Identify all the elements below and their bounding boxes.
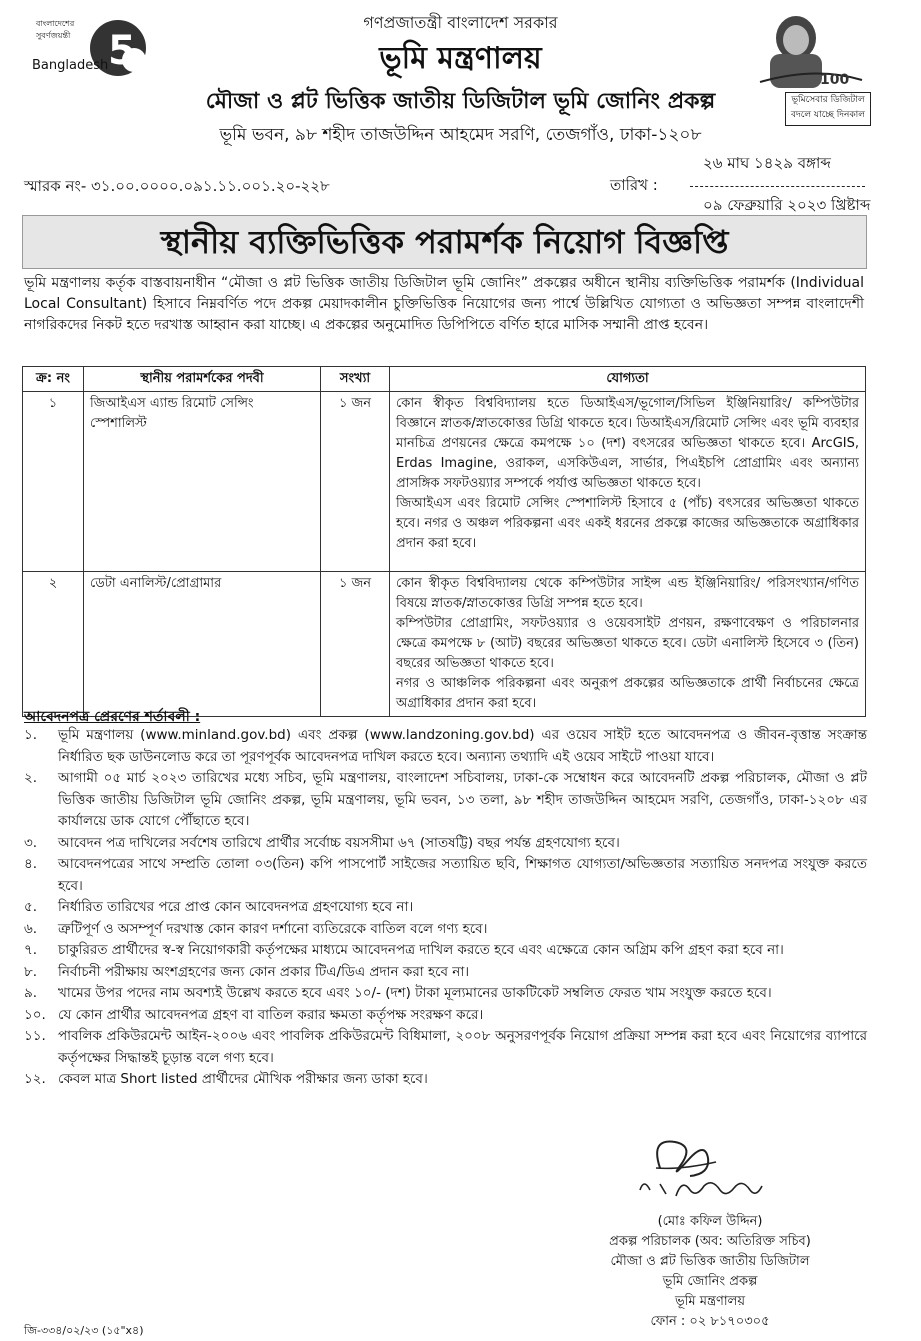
row-count: ১ জন <box>321 572 390 717</box>
posts-table <box>22 366 866 717</box>
row-qualification <box>390 392 866 572</box>
condition-number: ৪. <box>24 856 38 872</box>
condition-number: ১২. <box>24 1071 46 1087</box>
condition-text: ত্রুটিপূর্ণ ও অসম্পূর্ণ দরখাস্ত কোন কারণ দর্শানো ব্যতিরেকে বাতিল বলে গণ্য হবে। <box>58 920 488 937</box>
table-row <box>23 392 866 572</box>
condition-number: ৩. <box>24 834 38 851</box>
condition-text: নির্ধারিত তারিখের পরে প্রাপ্ত কোন আবেদনপত্র গ্রহণযোগ্য হবে না। <box>58 899 414 915</box>
svg-text:বাংলাদেশের: বাংলাদেশের <box>36 19 75 28</box>
svg-text:100: 100 <box>820 72 850 88</box>
row-count: ১ জন <box>321 392 390 572</box>
row-qualification <box>390 572 866 717</box>
header-qualification: যোগ্যতা <box>390 367 866 392</box>
list-item <box>24 1069 867 1091</box>
list-item <box>24 1005 867 1027</box>
header-serial: ক্র: নং <box>23 367 84 392</box>
handwritten-signature <box>620 1128 780 1208</box>
condition-text: পাবলিক প্রকিউরমেন্ট আইন-২০০৬ এবং পাবলিক প্রকিউরমেন্ট বিধিমালা, ২০০৮ অনুসরণপূর্বক নিয়োগ প্রক্রিয়া সম্পন্ন করা হবে এবং নিয়োগের ব্যাপারে কর্তৃপক্ষের সিদ্ধান্তই চূড়ান্ত বলে গণ্য হবে। <box>58 1028 867 1066</box>
header-count: সংখ্যা <box>321 367 390 392</box>
signatory-name: (মোঃ কফিল উদ্দিন) <box>657 1214 763 1229</box>
conditions-list <box>24 725 867 1091</box>
slogan-line-2: বদলে যাচ্ছে দিনকাল <box>791 110 865 120</box>
signatory-org: ভূমি জোনিং প্রকল্প <box>662 1274 758 1289</box>
signatory-phone: ফোন : ০২ ৮১৭০৩০৫ <box>650 1314 770 1329</box>
condition-text: কেবল মাত্র Short listed প্রার্থীদের মৌখিক পরীক্ষার জন্য ডাকা হবে। <box>58 1071 428 1087</box>
date-label: তারিখ : <box>610 176 658 194</box>
row-post-title: জিআইএস এ্যান্ড রিমোট সেন্সিং স্পেশালিস্ট <box>84 392 321 572</box>
intro-paragraph: ভূমি মন্ত্রণালয় কর্তৃক বাস্তবায়নাধীন “মৌজা ও প্লট ভিত্তিক জাতীয় ডিজিটাল ভূমি জোনিং” প্রকল্পের অধীনে স্থানীয় ব্যক্তিভিত্তিক পরামর্শক (Individual Local Consultant) হিসাবে নিম্নবর্ণিত পদে প্রকল্প মেয়াদকালীন চুক্তিভিত্তিক নিয়োগের জন্য পার্শ্বে উল্লিখিত যোগ্যতা ও অভিজ্ঞতা সম্পন্ন বাংলাদেশী নাগরিকদের নিকট হতে দরখাস্ত আহ্বান করা যাচ্ছে। এ প্রকল্পের অনুমোদিত ডিপিপিতে বর্ণিত হারে মাসিক সম্মানী প্রাপ্ত হবেন। <box>24 275 864 333</box>
list-item <box>24 919 867 941</box>
slogan-line-1: ভূমিসেবার ডিজিটাল <box>791 95 865 105</box>
notice-title-band <box>22 215 867 269</box>
list-item <box>24 897 867 919</box>
notice-title: স্থানীয় ব্যক্তিভিত্তিক পরামর্শক নিয়োগ বিজ্ঞপ্তি <box>160 223 729 261</box>
signatory-designation: প্রকল্প পরিচালক (অব: অতিরিক্ত সচিব) <box>609 1234 811 1249</box>
condition-text: আগামী ০৫ মার্চ ২০২৩ তারিখের মধ্যে সচিব, ভূমি মন্ত্রণালয়, বাংলাদেশ সচিবালয়, ঢাকা-কে সম্বোধন করে আবেদনটি প্রকল্প পরিচালক, মৌজা ও প্লট ভিত্তিক জাতীয় ডিজিটাল ভূমি জোনিং প্রকল্প, ভূমি মন্ত্রণালয়, ভূমি ভবন, ১৩ তলা, ৯৮ শহীদ তাজউদ্দিন আহমেদ সরণি, তেজগাঁও, ঢাকা-১২০৮ এর কার্যালয়ে ডাক যোগে পৌঁছাতে হবে। <box>58 770 867 829</box>
date-bangla: ২৬ মাঘ ১৪২৯ বঙ্গাব্দ <box>703 154 831 172</box>
condition-number: ১. <box>24 727 38 743</box>
condition-text: চাকুরিরত প্রার্থীদের স্ব-স্ব নিয়োগকারী কর্তৃপক্ষের মাধ্যমে আবেদনপত্র দাখিল করতে হবে এবং এক্ষেত্রে কোন অগ্রিম কপি গ্রহণ করা হবে না। <box>58 942 784 958</box>
slogan-box <box>785 92 871 126</box>
government-name: গণপ্রজাতন্ত্রী বাংলাদেশ সরকার <box>363 13 558 32</box>
list-item <box>24 854 867 897</box>
list-item <box>24 725 867 768</box>
condition-number: ৭. <box>24 942 38 958</box>
list-item <box>24 1026 867 1069</box>
row-serial: ২ <box>23 572 84 717</box>
table-header-row <box>23 367 866 392</box>
qualification-text: জিআইএস এবং রিমোট সেন্সিং স্পেশালিস্ট হিসাবে ৫ (পাঁচ) বৎসরের অভিজ্ঞতা থাকতে হবে। নগর ও অঞ্চল পরিকল্পনা এবং একই ধরনের প্রকল্পে কাজের অভিজ্ঞতাকে অগ্রাধিকার প্রদান করা হবে। <box>396 496 859 551</box>
list-item <box>24 833 867 855</box>
row-serial: ১ <box>23 392 84 572</box>
project-name: মৌজা ও প্লট ভিত্তিক জাতীয় ডিজিটাল ভূমি জোনিং প্রকল্প <box>205 89 716 114</box>
office-address: ভূমি ভবন, ৯৮ শহীদ তাজউদ্দিন আহমেদ সরণি, তেজগাঁও, ঢাকা-১২০৮ <box>219 125 702 145</box>
list-item <box>24 940 867 962</box>
svg-text:5: 5 <box>108 28 136 74</box>
qualification-text: নগর ও আঞ্চলিক পরিকল্পনা এবং অনুরূপ প্রকল্পের অভিজ্ঞতাকে প্রার্থী নির্বাচনের ক্ষেত্রে অগ্রাধিকার প্রদান করা হবে। <box>396 676 859 711</box>
condition-text: যে কোন প্রার্থীর আবেদনপত্র গ্রহণ বা বাতিল করার ক্ষমতা কর্তৃপক্ষ সংরক্ষণ করে। <box>58 1006 484 1023</box>
ministry-name: ভূমি মন্ত্রণালয় <box>379 41 542 76</box>
date-english: ০৯ ফেব্রুয়ারি ২০২৩ খ্রিষ্টাব্দ <box>703 196 871 214</box>
signatory-block <box>560 1212 860 1332</box>
condition-text: আবেদনপত্রের সাথে সম্প্রতি তোলা ০৩(তিন) কপি পাসপোর্ট সাইজের সত্যায়িত ছবি, শিক্ষাগত যোগ্যতা/অভিজ্ঞতার সত্যায়িত সনদপত্র সংযুক্ত করতে হবে। <box>58 856 867 894</box>
signatory-org: ভূমি মন্ত্রণালয় <box>675 1294 745 1309</box>
row-post-title: ডেটা এনালিস্ট/প্রোগ্রামার <box>84 572 321 717</box>
condition-number: ৬. <box>24 920 38 937</box>
condition-number: ৫. <box>24 899 38 915</box>
logo-text: Bangladesh <box>32 58 109 73</box>
condition-number: ১১. <box>24 1028 46 1044</box>
signatory-org: মৌজা ও প্লট ভিত্তিক জাতীয় ডিজিটাল <box>610 1254 810 1269</box>
date-divider <box>690 186 865 187</box>
list-item <box>24 962 867 984</box>
condition-number: ২. <box>24 770 38 786</box>
memo-number: স্মারক নং- ৩১.০০.০০০০.০৯১.১১.০০১.২০-২২৮ <box>24 177 330 195</box>
condition-text: আবেদন পত্র দাখিলের সর্বশেষ তারিখে প্রার্থীর সর্বোচ্চ বয়সসীমা ৬৭ (সাতষট্টি) বছর পর্যন্ত গ্রহণযোগ্য হবে। <box>58 834 620 851</box>
condition-number: ৯. <box>24 985 38 1001</box>
print-code: জি-৩৩৪/০২/২৩ (১৫"x৪) <box>24 1324 144 1337</box>
table-row <box>23 572 866 717</box>
conditions-heading: আবেদনপত্র প্রেরণের শর্তাবলী : <box>24 709 201 725</box>
condition-text: নির্বাচনী পরীক্ষায় অংশগ্রহণের জন্য কোন প্রকার টিএ/ডিএ প্রদান করা হবে না। <box>58 963 470 980</box>
qualification-text: কোন স্বীকৃত বিশ্ববিদ্যালয় হতে ডিআইএস/ভূগোল/সিভিল ইঞ্জিনিয়ারিং/ কম্পিউটার বিজ্ঞানে স্নাতক/স্নাতকোত্তর ডিগ্রি থাকতে হবে। ডিআইএস/রিমোট সেন্সিং এবং ভূমি ব্যবহার মানচিত্র প্রণয়নের ক্ষেত্রে কমপক্ষে ১০ (দশ) বৎসরের অভিজ্ঞতা থাকতে হবে। ArcGIS, Erdas Imagine, ওরাকল, এসকিউএল, সার্ভার, পিএইচপি প্রোগ্রামিং এবং অন্যান্য প্রাসঙ্গিক সফটওয়্যার সম্পর্কে পর্যাপ্ত অভিজ্ঞতা থাকতে হবে। <box>396 396 859 491</box>
condition-number: ১০. <box>24 1006 46 1023</box>
condition-text: ভূমি মন্ত্রণালয় (www.minland.gov.bd) এবং প্রকল্প (www.landzoning.gov.bd) এর ওয়েব সাইট হতে আবেদনপত্র ও জীবন-বৃত্তান্ত সংক্রান্ত নির্ধারিত ছক ডাউনলোড করে তা পূরণপূর্বক আবেদনপত্র দাখিল করতে হবে। অন্যান্য তথ্যাদি এই ওয়েব সাইটে পাওয়া যাবে। <box>58 727 867 765</box>
qualification-text: কোন স্বীকৃত বিশ্ববিদ্যালয় থেকে কম্পিউটার সাইন্স এন্ড ইঞ্জিনিয়ারিং/ পরিসংখ্যান/গণিত বিষয়ে স্নাতক/স্নাতকোত্তর ডিগ্রি সম্পন্ন হতে হবে। <box>396 576 859 611</box>
condition-number: ৮. <box>24 963 38 980</box>
qualification-text: কম্পিউটার প্রোগ্রামিং, সফটওয়্যার ও ওয়েবসাইট প্রণয়ন, রক্ষণাবেক্ষণ ও পরিচালনার ক্ষেত্রে কমপক্ষে ৮ (আট) বছরের অভিজ্ঞতা থাকতে হবে। ডেটা এনালিস্ট হিসেবে ৩ (তিন) বছরের অভিজ্ঞতা থাকতে হবে। <box>396 616 859 671</box>
list-item <box>24 983 867 1005</box>
svg-text:সুবর্ণজয়ন্তী: সুবর্ণজয়ন্তী <box>36 31 71 40</box>
list-item <box>24 768 867 833</box>
condition-text: খামের উপর পদের নাম অবশ্যই উল্লেখ করতে হবে এবং ১০/- (দশ) টাকা মূল্যমানের ডাকটিকেট সম্বলিত ফেরত খাম সংযুক্ত করতে হবে। <box>58 985 772 1001</box>
header-post-title: স্থানীয় পরামর্শকের পদবী <box>84 367 321 392</box>
mujib-100-logo <box>756 10 866 90</box>
